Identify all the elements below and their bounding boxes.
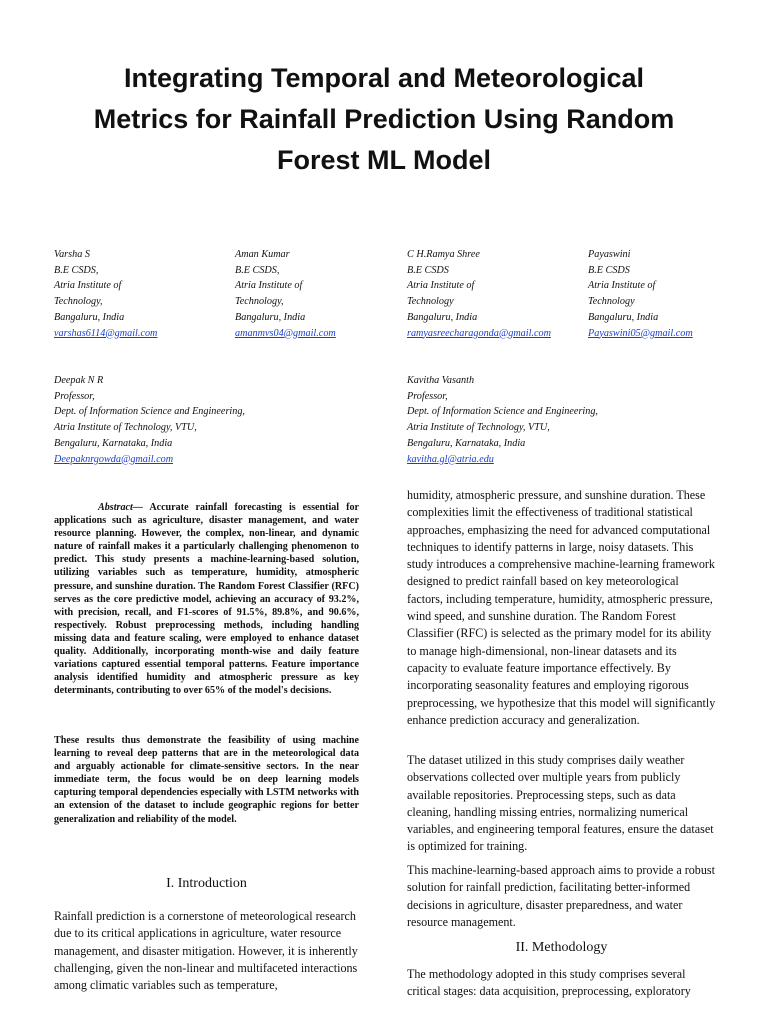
title-line: Integrating Temporal and Meteorological [123,63,645,93]
author-location: Bangaluru, India [407,311,478,323]
author-location: Bangaluru, India [588,311,659,323]
methodology-paragraph: The methodology adopted in this study comprises several critical stages: data acquisition, preprocessing, exploratory [407,967,691,999]
abstract-paragraph-2: These results thus demonstrate the feasibility of using machine learning to reveal deep patterns that are in the meteorological data and arguably actionable for climate-sensitive sectors. In the near immediate term, the focus would be on deep learning models capturing temporal dependencies especially with LSTM networks with an extension of the dataset to include geographic regions for better generalization and reliability of the model. [54,735,359,825]
author-email-link[interactable]: kavitha.gl@atria.edu [407,453,494,465]
author-degree: B.E CSDS, [54,264,99,276]
author-email-link[interactable]: ramyasreecharagonda@gmail.com [407,327,551,339]
author-email-link[interactable]: Deepaknrgowda@gmail.com [54,453,174,465]
author-block-payaswini [588,247,693,341]
section-heading-methodology: II. Methodology [515,940,608,955]
author-location: Bengaluru, Karnataka, India [407,437,526,449]
author-degree: B.E CSDS, [235,264,280,276]
author-location: Bangaluru, India [54,311,125,323]
author-block-kavitha [407,373,598,467]
author-degree: B.E CSDS [588,264,630,276]
author-title: Professor, [407,390,448,402]
author-email-link[interactable]: varshas6114@gmail.com [54,327,158,339]
author-affiliation: Atria Institute of [235,280,303,292]
abstract-paragraph [54,501,359,697]
author-name: Aman Kumar [235,249,290,260]
author-email-link[interactable]: amanmvs04@gmail.com [235,327,336,339]
author-affiliation: Atria Institute of [588,280,656,292]
author-location: Bangaluru, India [235,311,306,323]
author-email-link[interactable]: Payaswini05@gmail.com [588,327,693,339]
author-department: Dept. of Information Science and Engineering, [407,406,598,418]
author-affiliation: Atria Institute of Technology, VTU, [54,422,197,434]
author-block-aman [235,247,336,341]
author-affiliation: Atria Institute of [54,280,122,292]
author-affiliation: Technology [407,296,454,308]
author-title: Professor, [54,390,95,402]
author-name: Payaswini [588,249,631,260]
author-name: Kavitha Vasanth [407,375,475,386]
title-line: Metrics for Rainfall Prediction Using Random [93,104,675,134]
author-affiliation: Technology [588,296,635,308]
approach-paragraph: This machine-learning-based approach aims to provide a robust solution for rainfall prediction, facilitating better-informed decisions in agriculture, disaster preparedness, and water resource management. [407,863,715,929]
dataset-paragraph: The dataset utilized in this study comprises daily weather observations collected over multiple years from publicly available repositories. Preprocessing steps, such as data cleaning, handling missing entries, normalizing numerical variables, and engineering temporal features, ensure the dataset is optimized for training. [407,753,714,854]
section-heading-introduction: I. Introduction [166,876,247,891]
author-name: Deepak N R [54,375,104,386]
author-block-ramya [407,247,551,341]
author-block-varsha [54,247,157,341]
author-affiliation: Atria Institute of Technology, VTU, [407,422,550,434]
author-department: Dept. of Information Science and Engineering, [54,406,245,418]
author-name: Varsha S [54,249,90,260]
author-location: Bengaluru, Karnataka, India [54,437,173,449]
abstract-lead: Abstract— [98,502,143,513]
author-degree: B.E CSDS [407,264,449,276]
introduction-paragraph: Rainfall prediction is a cornerstone of meteorological research due to its critical applications in agriculture, water resource management, and disaster mitigation. However, it is inherently challenging, given the non-linear and multifaceted interactions among climatic variables such as temperature, [54,909,358,993]
paper-title [40,58,728,181]
author-affiliation: Atria Institute of [407,280,475,292]
title-line: Forest ML Model [276,145,491,175]
author-block-deepak [54,373,245,467]
author-affiliation: Technology, [54,296,103,308]
introduction-paragraph-continued: humidity, atmospheric pressure, and sunshine duration. These complexities limit the effectiveness of traditional statistical approaches, emphasizing the need for advanced computational techniques to identify patterns in large, noisy datasets. This study introduces a comprehensive machine-learning framework designed to predict rainfall based on key meteorological factors, including temperature, humidity, atmospheric pressure, wind speed, and sunshine duration. The Random Forest Classifier (RFC) is selected as the primary model for its ability to manage high-dimensional, non-linear datasets and its capacity to evaluate feature importance effectively. By incorporating seasonality features and employing rigorous preprocessing, we hypothesize that this model will significantly enhance prediction accuracy and generalization. [407,488,716,727]
abstract-text: Accurate rainfall forecasting is essential for applications such as agriculture, disaster management, and water resource planning. However, the complex, non-linear, and dynamic nature of rainfall makes it a particularly challenging phenomenon to predict. This study presents a machine-learning-based solution, utilizing variables such as temperature, humidity, atmospheric pressure, and sunshine duration. The Random Forest Classifier (RFC) serves as the core predictive model, achieving an accuracy of 93.2%, with precision, recall, and F1-scores of 91.5%, 89.8%, and 90.6%, respectively. Robust preprocessing methods, including handling missing data and feature scaling, were employed to enhance dataset quality. Additionally, incorporating month-wise and daily feature variations captured essential temporal patterns. Feature importance analysis identified humidity and atmospheric pressure as key determinants, contributing to over 65% of the model's decisions. [54,502,359,697]
author-affiliation: Technology, [235,296,284,308]
author-name: C H.Ramya Shree [407,249,480,260]
